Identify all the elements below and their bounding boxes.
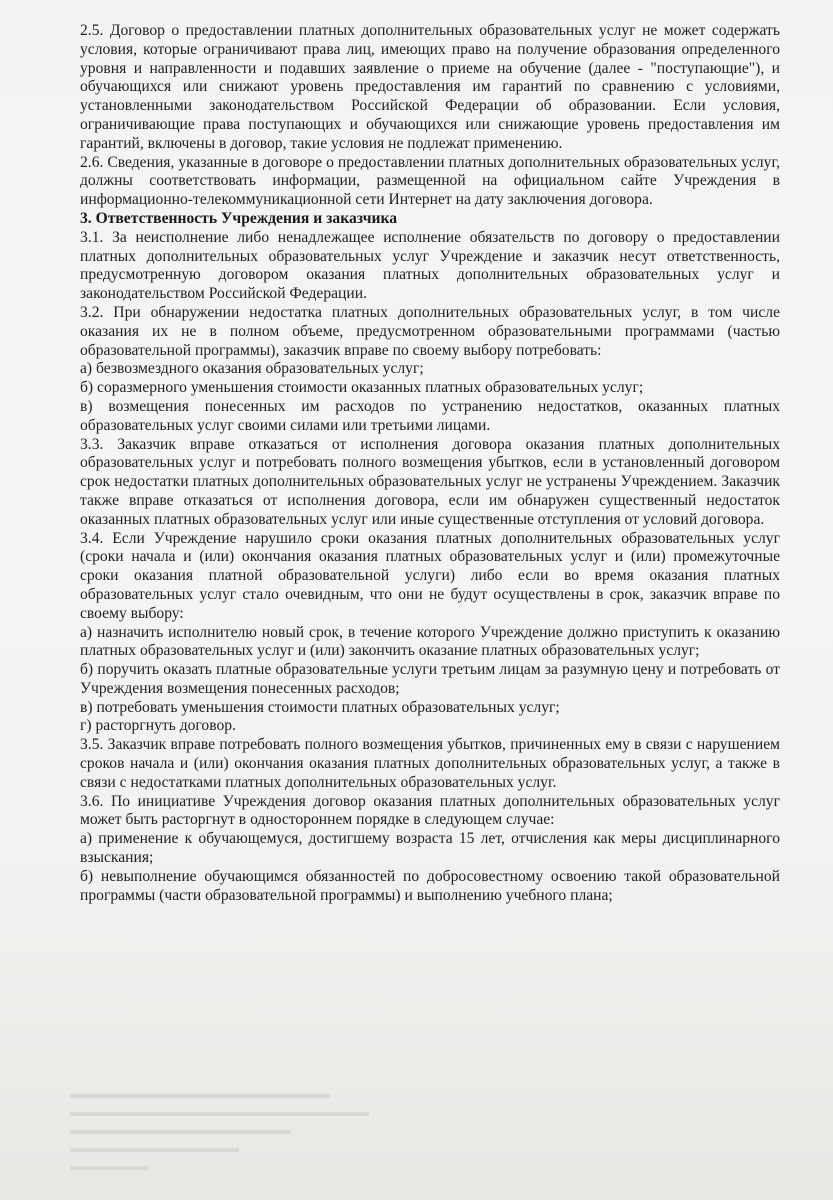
clause-3-2-a: а) безвозмездного оказания образовательных услуг; [80, 360, 424, 378]
clause-3-2-b: б) соразмерного уменьшения стоимости оказанных платных образовательных услуг; [80, 379, 644, 397]
clause-2-5: 2.5. Договор о предоставлении платных дополнительных образовательных услуг не может содержать условия, которые ограничивают права лиц, имеющих право на получение образования определенного уровня и направленности и подавших заявление о приеме на обучение (далее - "поступающие"), и обучающихся или снижают уровень предоставления им гарантий по сравнению с условиями, установленными законодательством Российской Федерации об образовании. Если условия, ограничивающие права поступающих и обучающихся или снижающие уровень предоставления им гарантий, включены в договор, такие условия не подлежат применению. [80, 22, 780, 152]
document-body [80, 22, 780, 905]
clause-3-4-d: г) расторгнуть договор. [80, 717, 236, 735]
clause-3-4-b: б) поручить оказать платные образовательные услуги третьим лицам за разумную цену и потребовать от Учреждения возмещения понесенных расходов; [80, 661, 780, 697]
section-3-heading: 3. Ответственность Учреждения и заказчика [80, 209, 398, 227]
clause-3-2: 3.2. При обнаружении недостатка платных дополнительных образовательных услуг, в том числе оказания их не в полном объеме, предусмотренном образовательными программами (частью образовательной программы), заказчик вправе по своему выбору потребовать: [80, 303, 780, 359]
reverse-side-bleed-through: ▬▬▬▬▬▬▬▬▬▬▬▬▬▬▬▬▬▬▬▬ ▬▬▬▬▬▬▬▬▬▬▬▬▬▬▬▬▬▬▬▬▬▬▬ ▬▬▬▬▬▬▬▬▬▬▬▬▬▬▬▬▬ ▬▬▬▬▬▬▬▬▬▬▬▬▬ ▬▬▬▬▬▬ [70, 1086, 369, 1173]
clause-3-6: 3.6. По инициативе Учреждения договор оказания платных дополнительных образовательных услуг может быть расторгнут в одностороннем порядке в следующем случае: [80, 792, 780, 829]
clause-3-6-a: а) применение к обучающемуся, достигшему возраста 15 лет, отчисления как меры дисциплинарного взыскания; [80, 830, 780, 867]
clause-3-2-c: в) возмещения понесенных им расходов по устранению недостатков, оказанных платных образовательных услуг своими силами или третьими лицами. [80, 397, 780, 434]
clause-2-6: 2.6. Сведения, указанные в договоре о предоставлении платных дополнительных образовательных услуг, должны соответствовать информации, размещенной на официальном сайте Учреждения в информационно-телекоммуникационной сети Интернет на дату заключения договора. [80, 153, 780, 209]
clause-3-4-a: а) назначить исполнителю новый срок, в течение которого Учреждение должно приступить к оказанию платных образовательных услуг и (или) закончить оказание платных образовательных услуг; [80, 623, 780, 660]
clause-3-5: 3.5. Заказчик вправе потребовать полного возмещения убытков, причиненных ему в связи с нарушением сроков начала и (или) окончания оказания платных дополнительных образовательных услуг, а также в связи с недостатками платных дополнительных образовательных услуг. [80, 736, 780, 791]
clause-3-6-b: б) невыполнение обучающимся обязанностей по добросовестному освоению такой образовательной программы (части образовательной программы) и выполнению учебного плана; [80, 867, 780, 904]
clause-3-4-c: в) потребовать уменьшения стоимости платных образовательных услуг; [80, 698, 560, 716]
clause-3-1: 3.1. За неисполнение либо ненадлежащее исполнение обязательств по договору о предоставлении платных дополнительных образовательных услуг Учреждение и заказчик несут ответственность, предусмотренную договором оказания платных дополнительных образовательных услуг и законодательством Российской Федерации. [80, 228, 780, 303]
clause-3-3: 3.3. Заказчик вправе отказаться от исполнения договора оказания платных дополнительных образовательных услуг и потребовать полного возмещения убытков, если в установленный договором срок недостатки платных дополнительных образовательных услуг не устранены Учреждением. Заказчик также вправе отказаться от исполнения договора, если им обнаружен существенный недостаток оказанных платных образовательных услуг или иные существенные отступления от условий договора. [80, 435, 780, 528]
clause-3-4: 3.4. Если Учреждение нарушило сроки оказания платных дополнительных образовательных услуг (сроки начала и (или) окончания оказания платных образовательных услуг и (или) промежуточные сроки оказания платной образовательной услуги) либо если во время оказания платных образовательных услуг стало очевидным, что они не будут осуществлены в срок, заказчик вправе по своему выбору: [80, 529, 780, 622]
